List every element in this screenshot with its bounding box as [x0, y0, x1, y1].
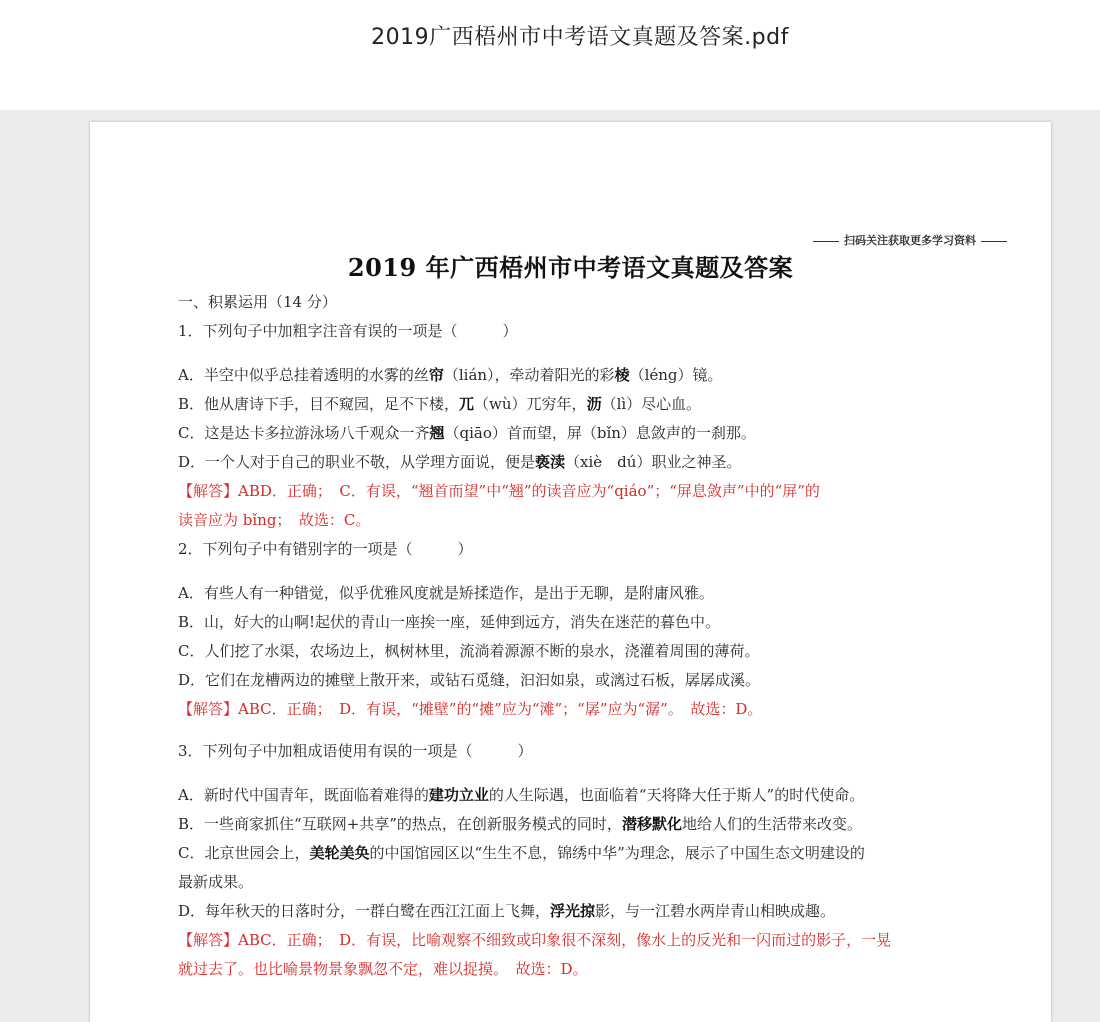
q3-answer-line1: 【解答】ABC．正确； D．有误，比喻观察不细致或印象很不深刻，像水上的反光和一闪而过的影子，一晃 — [178, 931, 892, 949]
q2-option-a: A．有些人有一种错觉，似乎优雅风度就是矫揉造作，是出于无聊，是附庸风雅。 — [178, 584, 714, 602]
pdf-page — [90, 122, 1051, 1022]
viewer-header — [0, 0, 1100, 110]
document-title: 2019广西梧州市中考语文真题及答案.pdf — [371, 25, 789, 50]
promo-rule-right — [981, 241, 1007, 242]
q3-option-c-cont: 最新成果。 — [178, 873, 254, 891]
q3-option-d: D．每年秋天的日落时分，一群白鹭在西江江面上飞舞，浮光掠影，与一江碧水两岸青山相映成趣。 — [178, 902, 836, 920]
q2-option-d: D．它们在龙槽两边的摊壁上散开来，或钻石觅缝，汩汩如泉，或漓过石板，孱孱成溪。 — [178, 671, 761, 689]
q2-option-c: C．人们挖了水渠，农场边上，枫树林里，流淌着源源不断的泉水，浇灌着周围的薄荷。 — [178, 642, 760, 660]
section-heading: 一、积累运用（14 分） — [178, 293, 337, 311]
q2-answer: 【解答】ABC．正确； D．有误，“摊壁”的“摊”应为“滩”；“孱”应为“潺”。 故选：D。 — [178, 700, 763, 718]
promo-banner — [808, 232, 1048, 248]
q1-option-c: C．这是达卡多拉游泳场八千观众一齐翘（qiāo）首而望，屏（bǐn）息敛声的一刹那。 — [178, 424, 756, 442]
q3-option-c: C．北京世园会上，美轮美奂的中国馆园区以“生生不息，锦绣中华”为理念，展示了中国生态文明建设的 — [178, 844, 865, 862]
q1-answer-line2: 读音应为 bǐng； 故选：C。 — [178, 511, 371, 529]
q1-stem: 1．下列句子中加粗字注音有误的一项是（ ） — [178, 322, 518, 340]
q3-option-b: B．一些商家抓住“互联网+共享”的热点，在创新服务模式的同时，潜移默化地给人们的生活带来改变。 — [178, 815, 862, 833]
q1-option-b: B．他从唐诗下手，目不窥园，足不下楼，兀（wù）兀穷年，沥（lì）尽心血。 — [178, 395, 702, 413]
promo-text: 扫码关注获取更多学习资料 — [844, 234, 976, 247]
q3-answer-line2: 就过去了。也比喻景物景象飘忽不定，难以捉摸。 故选：D。 — [178, 960, 588, 978]
q1-option-d: D．一个人对于自己的职业不敬，从学理方面说，便是亵渎（xiè dú）职业之神圣。 — [178, 453, 742, 471]
q3-stem: 3．下列句子中加粗成语使用有误的一项是（ ） — [178, 742, 533, 760]
q1-answer-line1: 【解答】ABD．正确； C．有误，“翘首而望”中“翘”的读音应为“qiáo”；“屏息敛声”中的“屏”的 — [178, 482, 820, 500]
q2-option-b: B．山，好大的山啊!起伏的青山一座挨一座，延伸到远方，消失在迷茫的暮色中。 — [178, 613, 721, 631]
page-title: 2019 年广西梧州市中考语文真题及答案 — [347, 253, 794, 282]
q1-option-a: A．半空中似乎总挂着透明的水雾的丝帘（lián），牵动着阳光的彩棱（léng）镜。 — [178, 366, 723, 384]
q3-option-a: A．新时代中国青年，既面临着难得的建功立业的人生际遇，也面临着“天将降大任于斯人”的时代使命。 — [178, 786, 865, 804]
q2-stem: 2．下列句子中有错别字的一项是（ ） — [178, 540, 473, 558]
promo-rule-left — [813, 241, 839, 242]
